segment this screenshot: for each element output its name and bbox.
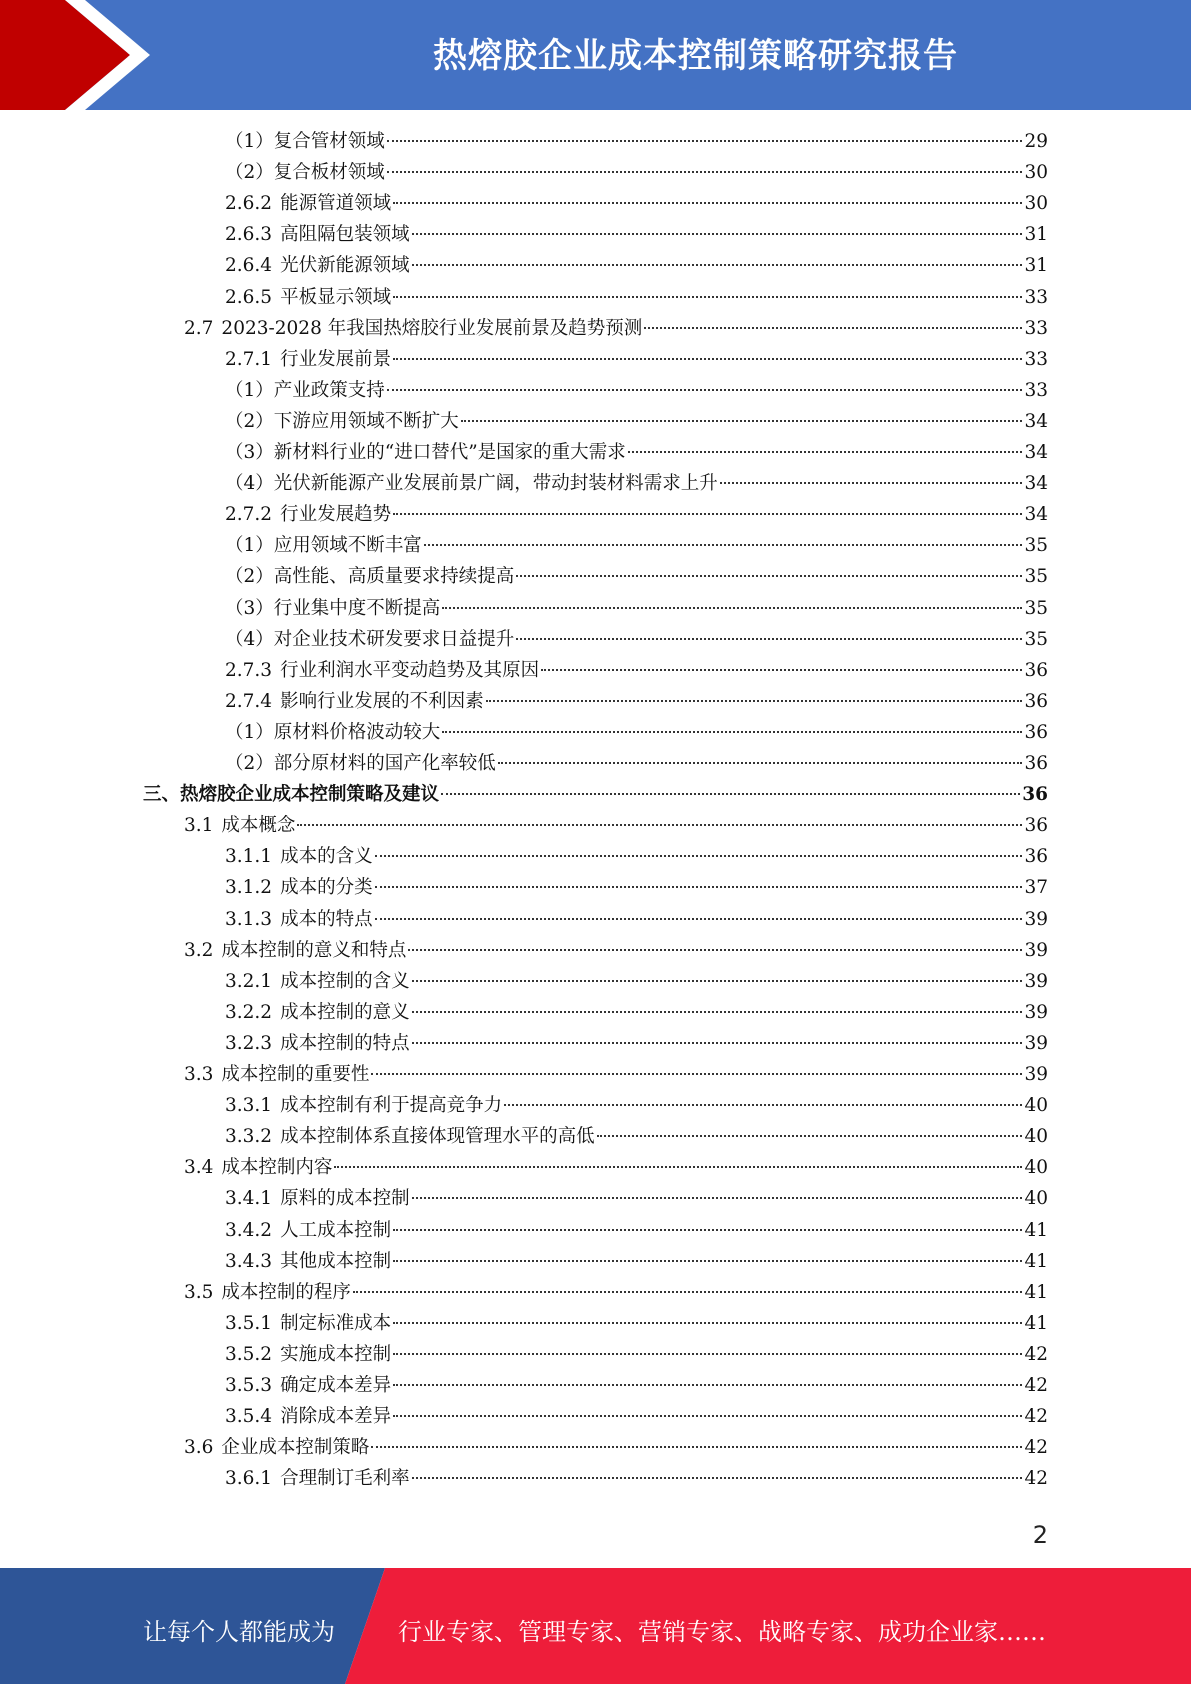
toc-entry-page: 29 [1024,131,1048,152]
toc-entry-number: 2.6.2 [225,193,273,215]
toc-dot-leader [498,762,1023,764]
toc-entry-title: 影响行业发展的不利因素 [280,690,484,712]
toc-entry-title: 成本的特点 [280,908,373,930]
toc-dot-leader [375,886,1023,888]
toc-entry-page: 41 [1024,1312,1048,1334]
toc-entry-page: 39 [1024,1064,1048,1085]
toc-entry-title: 行业发展前景 [280,348,392,370]
toc-dot-leader [393,1322,1022,1324]
toc-entry-title: 合理制订毛利率 [280,1468,410,1490]
toc-dot-leader [375,855,1023,857]
toc-entry-title: 实施成本控制 [280,1343,392,1365]
toc-entry-page: 36 [1022,784,1048,806]
toc-dot-leader [412,233,1023,235]
toc-entry-page: 36 [1024,659,1048,681]
toc-entry-title: （2）高性能、高质量要求持续提高 [225,566,515,588]
toc-entry-title: 能源管道领域 [280,193,392,215]
toc-dot-leader [720,482,1023,484]
toc-entry-title: 成本控制体系直接体现管理水平的高低 [280,1126,595,1148]
toc-entry[interactable] [143,780,1048,810]
toc-entry-title: 确定成本差异 [280,1375,392,1396]
toc-entry[interactable] [225,1402,1048,1432]
toc-entry[interactable] [184,1433,1048,1463]
toc-dot-leader [353,1291,1023,1293]
toc-entry-title: 其他成本控制 [280,1250,392,1272]
toc-dot-leader [441,793,1020,795]
toc-dot-leader [371,1073,1022,1075]
toc-entry-number: 3.2.1 [225,970,273,992]
toc-entry-title: 成本控制的程序 [221,1281,351,1303]
toc-entry-number: 2.7.3 [225,659,273,681]
toc-entry-number: 3.5.1 [225,1312,273,1334]
toc-entry-title: 成本控制有利于提高竞争力 [280,1095,503,1117]
toc-dot-leader [371,1446,1022,1448]
toc-entry-page: 36 [1024,753,1048,774]
toc-entry-number: 3.5.4 [225,1406,273,1428]
toc-entry-page: 36 [1024,721,1048,743]
toc-entry[interactable] [225,158,1048,188]
toc-entry[interactable] [225,407,1048,437]
toc-entry[interactable] [225,1184,1048,1214]
toc-entry-title: 人工成本控制 [280,1219,392,1241]
toc-entry[interactable] [225,749,1048,779]
toc-entry-title: 行业发展趋势 [280,504,392,526]
toc-entry-number: 3.6 [184,1437,214,1459]
toc-entry-page: 34 [1024,442,1048,463]
toc-entry[interactable] [225,345,1048,375]
toc-entry-title: 成本控制的重要性 [221,1064,370,1085]
toc-entry[interactable] [225,531,1048,561]
toc-entry[interactable] [184,1153,1048,1183]
toc-entry-title: （2）复合板材领域 [225,162,385,184]
toc-entry-page: 34 [1024,504,1048,526]
toc-dot-leader [393,358,1022,360]
toc-dot-leader [387,389,1023,391]
toc-entry[interactable] [225,625,1048,655]
toc-entry[interactable] [225,189,1048,219]
toc-entry-title: 制定标准成本 [280,1312,392,1334]
page-header [0,0,1191,110]
toc-entry-page: 41 [1024,1281,1048,1303]
toc-dot-leader [412,1197,1023,1199]
toc-entry[interactable] [225,967,1048,997]
toc-entry-number: 3.6.1 [225,1468,273,1490]
toc-entry[interactable] [225,842,1048,872]
toc-dot-leader [412,1011,1023,1013]
toc-entry-title: 企业成本控制策略 [221,1437,370,1459]
toc-dot-leader [334,1166,1022,1168]
toc-entry[interactable] [225,998,1048,1028]
toc-entry-page: 39 [1024,1032,1048,1054]
toc-entry-page: 31 [1024,224,1048,246]
toc-entry[interactable] [225,905,1048,935]
toc-entry-page: 42 [1024,1375,1048,1396]
toc-entry-number: 2.7.4 [225,690,273,712]
toc-entry-number: 3.5.2 [225,1343,273,1365]
toc-entry-page: 34 [1024,410,1048,432]
toc-entry[interactable] [225,873,1048,903]
toc-entry-title: 三、热熔胶企业成本控制策略及建议 [143,784,440,806]
toc-entry-page: 33 [1024,317,1048,339]
toc-entry[interactable] [184,811,1048,841]
toc-entry[interactable] [225,283,1048,313]
toc-entry-title: （1）原材料价格波动较大 [225,721,441,743]
toc-entry-number: 3.1 [184,815,214,837]
toc-entry[interactable] [225,1122,1048,1152]
toc-entry[interactable] [184,1278,1048,1308]
toc-entry[interactable] [225,220,1048,250]
toc-dot-leader [461,420,1023,422]
toc-dot-leader [393,1384,1022,1386]
toc-entry-number: 3.2.3 [225,1032,273,1054]
toc-entry-title: （2）下游应用领域不断扩大 [225,410,459,432]
toc-dot-leader [644,327,1022,329]
toc-entry-page: 41 [1024,1219,1048,1241]
toc-entry[interactable] [225,376,1048,406]
toc-entry-page: 39 [1024,970,1048,992]
toc-dot-leader [424,544,1023,546]
toc-entry-number: 2.7 [184,317,214,339]
toc-entry[interactable] [225,1464,1048,1494]
toc-dot-leader [412,1042,1023,1044]
toc-entry-title: 成本控制的特点 [280,1032,410,1054]
toc-entry-title: 原料的成本控制 [280,1188,410,1210]
toc-entry[interactable] [225,718,1048,748]
toc-entry-title: （4）光伏新能源产业发展前景广阔，带动封装材料需求上升 [225,473,718,495]
toc-entry-page: 42 [1024,1437,1048,1459]
toc-dot-leader [597,1135,1023,1137]
toc-dot-leader [375,918,1023,920]
toc-entry-page: 35 [1024,535,1048,557]
toc-entry-title: 成本概念 [221,815,296,837]
toc-entry-title: 平板显示领域 [280,286,392,308]
footer-slogan-right: 行业专家、管理专家、营销专家、战略专家、成功企业家…… [398,1618,1046,1646]
toc-entry[interactable] [184,936,1048,966]
toc-dot-leader [486,700,1023,702]
toc-entry-number: 3.3 [184,1064,214,1085]
toc-entry-page: 35 [1024,628,1048,650]
toc-entry-number: 3.2.2 [225,1001,273,1023]
toc-entry[interactable] [225,500,1048,530]
toc-entry-title: 行业利润水平变动趋势及其原因 [280,659,540,681]
toc-entry-page: 37 [1024,877,1048,899]
toc-dot-leader [393,1353,1022,1355]
toc-entry[interactable] [184,314,1048,344]
toc-entry-page: 33 [1024,379,1048,401]
page-number: 2 [1032,1521,1048,1549]
toc-entry-title: （3）新材料行业的“进口替代”是国家的重大需求 [225,442,626,463]
toc-entry-page: 40 [1024,1126,1048,1148]
toc-entry-title: 成本控制的意义 [280,1001,410,1023]
toc-entry-page: 36 [1024,815,1048,837]
toc-entry-number: 3.2 [184,939,214,961]
toc-entry[interactable] [225,1247,1048,1277]
toc-entry-title: 消除成本差异 [280,1406,392,1428]
toc-entry-title: 高阻隔包装领域 [280,224,410,246]
page-footer [0,1568,1191,1684]
toc-entry-number: 3.5.3 [225,1375,273,1396]
toc-dot-leader [412,264,1023,266]
toc-dot-leader [412,1477,1023,1479]
toc-dot-leader [393,296,1022,298]
toc-entry[interactable] [225,594,1048,624]
toc-entry[interactable] [225,1216,1048,1246]
toc-entry[interactable] [225,1340,1048,1370]
toc-entry-number: 3.4 [184,1157,214,1179]
toc-entry[interactable] [225,656,1048,686]
toc-entry[interactable] [184,1060,1048,1090]
toc-dot-leader [516,575,1022,577]
toc-entry-page: 42 [1024,1468,1048,1490]
toc-entry-page: 39 [1024,908,1048,930]
toc-dot-leader [387,171,1023,173]
toc-entry-title: 成本的含义 [280,846,373,868]
toc-entry-page: 36 [1024,846,1048,868]
toc-dot-leader [516,638,1022,640]
toc-entry-page: 34 [1024,473,1048,495]
toc-entry[interactable] [225,1309,1048,1339]
toc-entry-page: 35 [1024,597,1048,619]
toc-dot-leader [297,824,1022,826]
toc-entry-page: 33 [1024,286,1048,308]
toc-entry-number: 2.6.4 [225,255,273,277]
toc-entry-title: 成本控制内容 [221,1157,333,1179]
toc-dot-leader [393,202,1022,204]
toc-entry-page: 39 [1024,1001,1048,1023]
toc-entry-page: 31 [1024,255,1048,277]
toc-dot-leader [393,1415,1022,1417]
toc-entry-number: 3.1.1 [225,846,273,868]
toc-entry-number: 3.5 [184,1281,214,1303]
toc-entry-number: 3.4.2 [225,1219,273,1241]
toc-entry-number: 2.7.2 [225,504,273,526]
toc-entry-page: 41 [1024,1250,1048,1272]
toc-entry-number: 2.6.5 [225,286,273,308]
toc-entry-number: 3.4.1 [225,1188,273,1210]
toc-entry-title: （2）部分原材料的国产化率较低 [225,753,496,774]
toc-dot-leader [412,980,1023,982]
toc-entry-page: 40 [1024,1188,1048,1210]
toc-entry[interactable] [225,1029,1048,1059]
toc-dot-leader [393,1260,1022,1262]
toc-entry-title: 光伏新能源领域 [280,255,410,277]
toc-entry[interactable] [225,127,1048,157]
toc-entry[interactable] [225,687,1048,717]
toc-entry-page: 36 [1024,690,1048,712]
toc-entry[interactable] [225,251,1048,281]
toc-entry-page: 39 [1024,939,1048,961]
toc-entry-page: 42 [1024,1406,1048,1428]
toc-dot-leader [387,140,1023,142]
footer-slogan-left: 让每个人都能成为 [143,1618,335,1646]
toc-entry-number: 2.7.1 [225,348,273,370]
toc-dot-leader [504,1104,1022,1106]
toc-entry-number: 3.1.3 [225,908,273,930]
toc-entry[interactable] [225,1091,1048,1121]
toc-entry-title: 成本控制的意义和特点 [221,939,407,961]
toc-entry-title: （3）行业集中度不断提高 [225,597,441,619]
toc-entry-page: 30 [1024,193,1048,215]
toc-dot-leader [628,451,1023,453]
toc-entry-title: （4）对企业技术研发要求日益提升 [225,628,515,650]
toc-entry-page: 33 [1024,348,1048,370]
toc-entry-page: 40 [1024,1095,1048,1117]
toc-entry[interactable] [225,562,1048,592]
toc-entry-number: 3.3.1 [225,1095,273,1117]
toc-entry-page: 42 [1024,1343,1048,1365]
toc-entry-title: 2023-2028 年我国热熔胶行业发展前景及趋势预测 [221,317,643,339]
toc-entry-number: 2.6.3 [225,224,273,246]
toc-entry[interactable] [225,438,1048,468]
toc-entry-title: （1）复合管材领域 [225,131,385,152]
toc-dot-leader [393,1229,1022,1231]
toc-entry-number: 3.4.3 [225,1250,273,1272]
toc-entry-page: 30 [1024,162,1048,184]
toc-entry-title: 成本的分类 [280,877,373,899]
toc-entry-title: （1）应用领域不断丰富 [225,535,422,557]
toc-dot-leader [541,669,1022,671]
toc-entry-title: 成本控制的含义 [280,970,410,992]
toc-entry[interactable] [225,1371,1048,1401]
toc-entry-page: 35 [1024,566,1048,588]
toc-dot-leader [393,513,1022,515]
toc-dot-leader [442,731,1022,733]
toc-dot-leader [442,607,1022,609]
report-title: 热熔胶企业成本控制策略研究报告 [433,36,958,76]
toc-entry-number: 3.1.2 [225,877,273,899]
toc-dot-leader [408,949,1022,951]
toc-entry-page: 40 [1024,1157,1048,1179]
toc-entry-title: （1）产业政策支持 [225,379,385,401]
toc-entry-number: 3.3.2 [225,1126,273,1148]
toc-entry[interactable] [225,469,1048,499]
